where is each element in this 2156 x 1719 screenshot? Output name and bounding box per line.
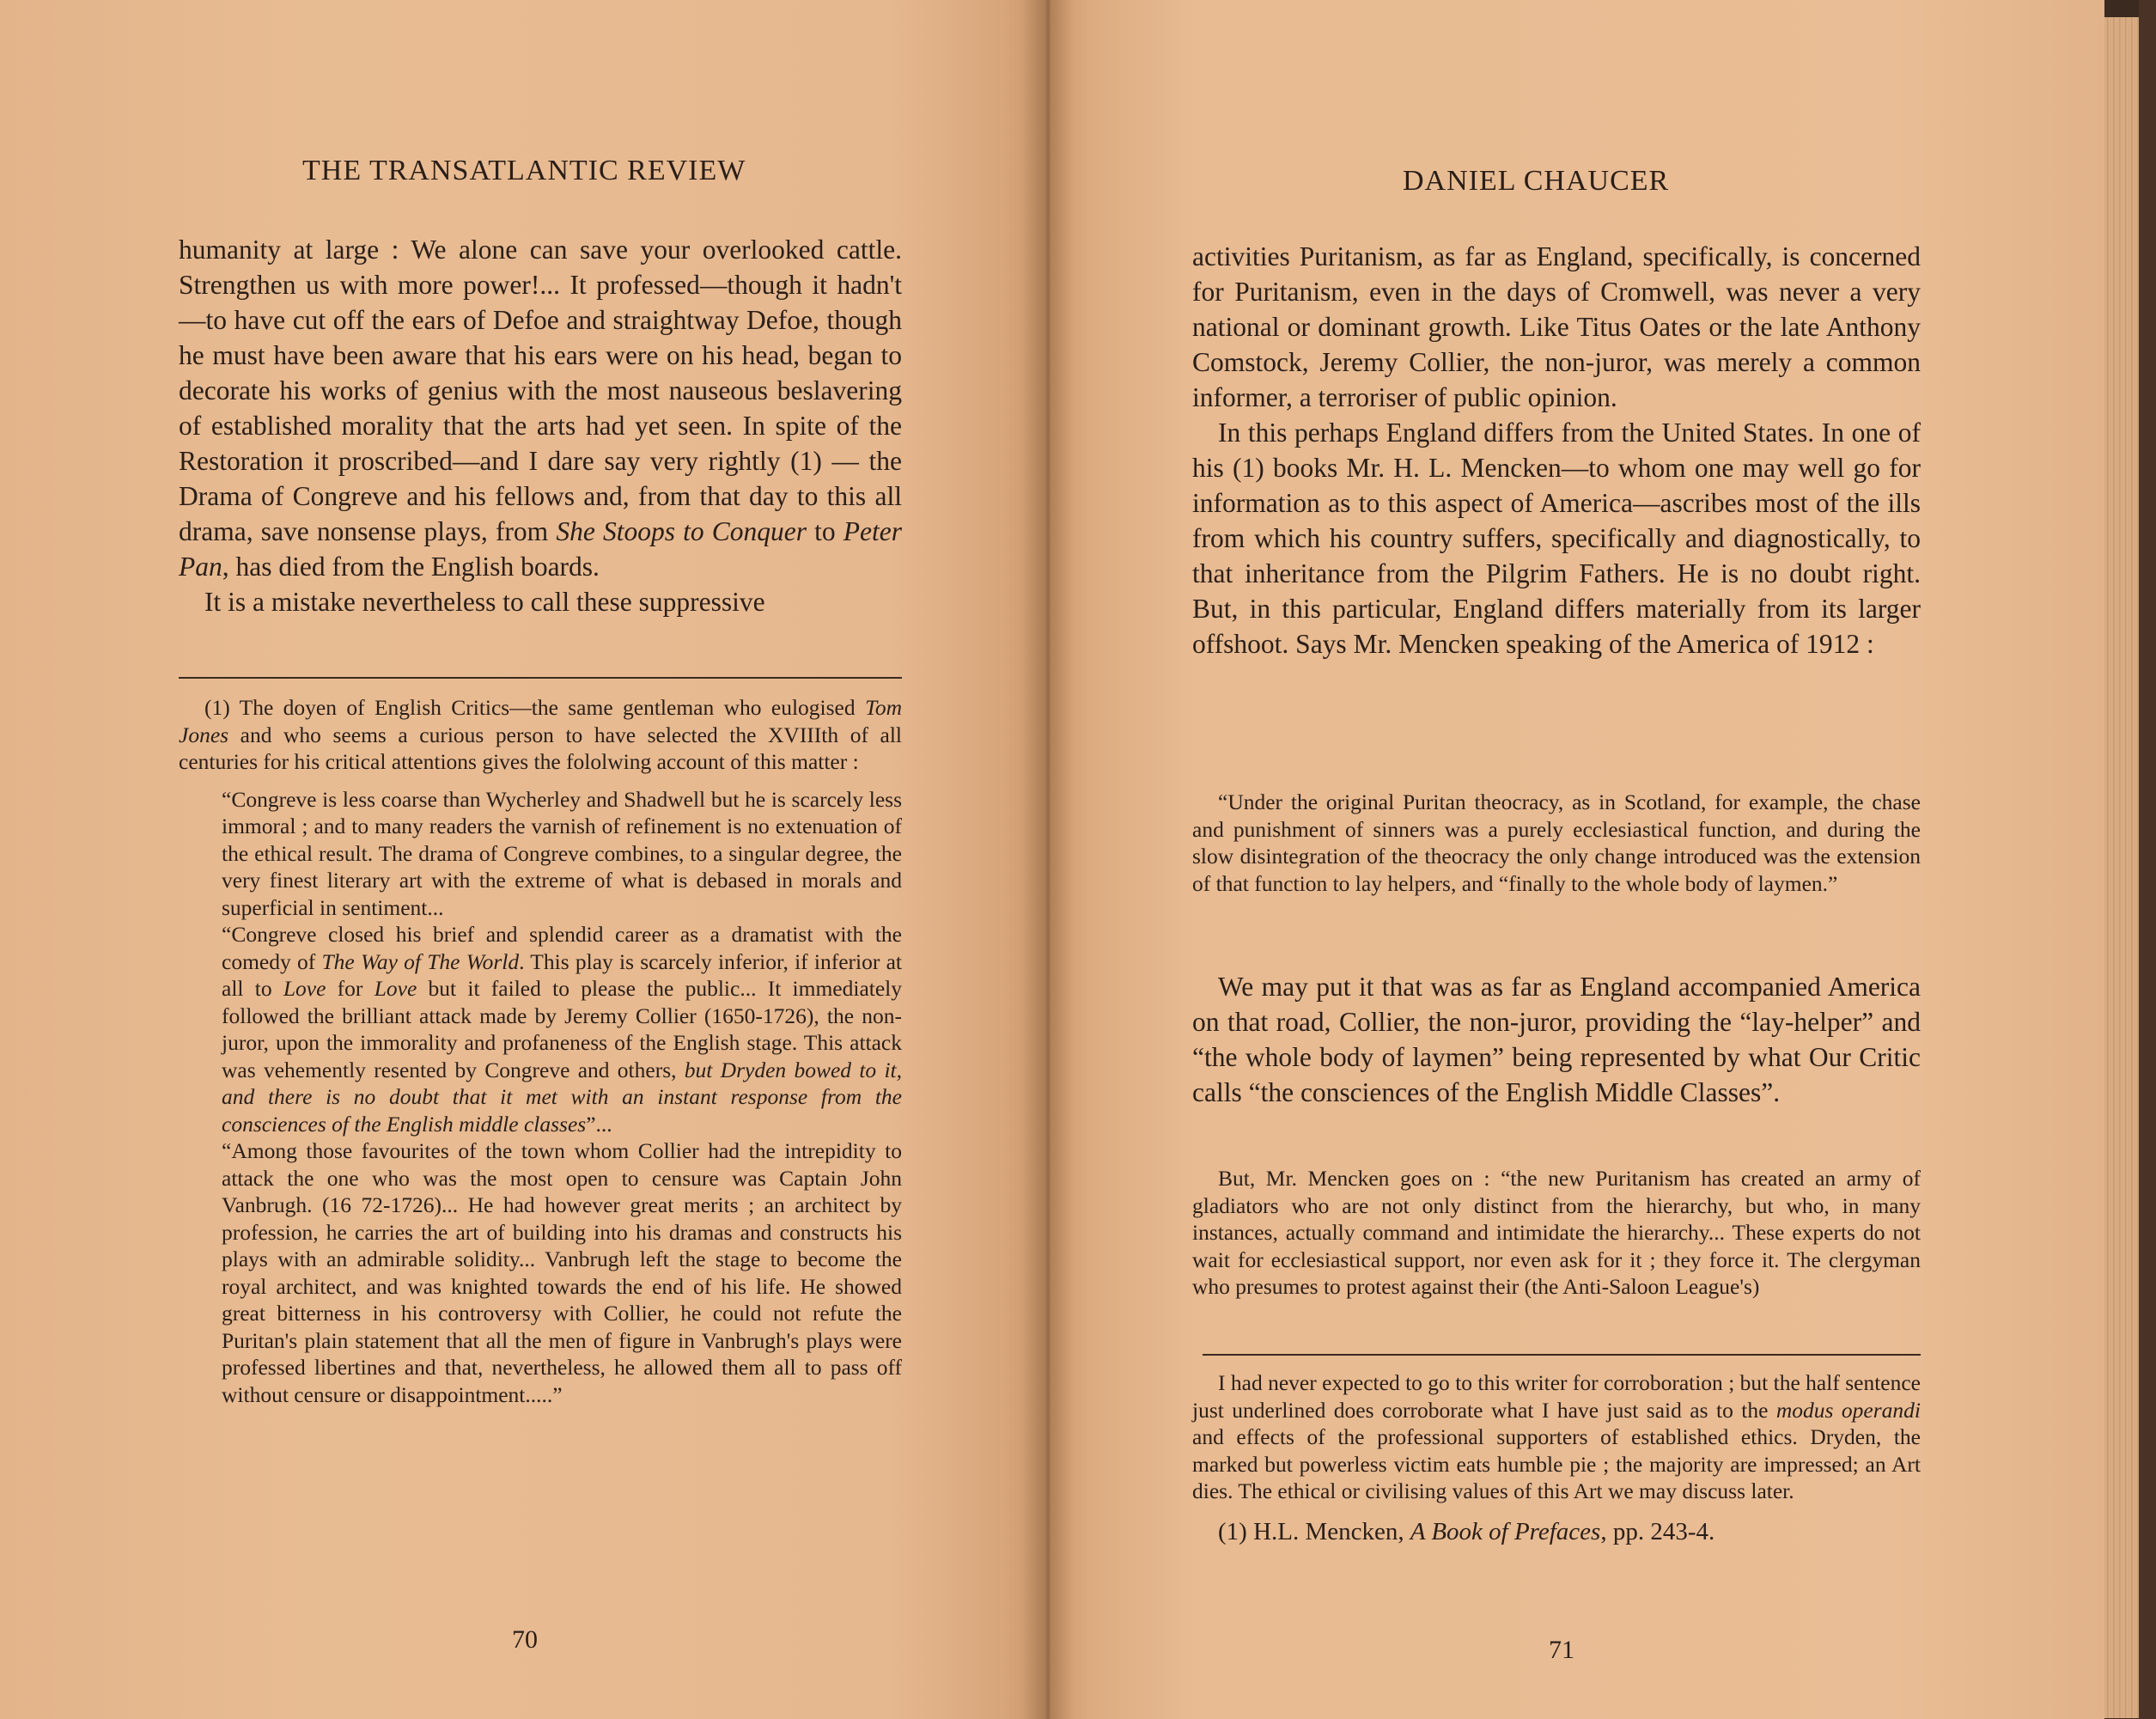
footnote-intro: (1) The doyen of English Critics—the same gentleman who eulogised Tom Jones and who seems a curious person to have selected the XVIIIth of all centuries for his critical attentions gives the fololwing account of this matter : [179, 695, 902, 774]
footnote-quote-2: “Congreve closed his brief and splendid career as a dramatist with the comedy of The Way of The World. This play is scarcely inferior, if inferior at all to Love for Love but it failed to please the public... It immediately followed the brilliant attack made by Jeremy Collier (1650-1726), the non-juror, upon the immorality and profaneness of the English stage. This attack was vehemently resented by Congreve and others, but Dryden bowed to it, and there is no doubt that it met with an instant response from the consciences of the English middle classes”... [222, 922, 903, 1137]
footnote-rule-right [1203, 1354, 1921, 1356]
title-peter-pan: Peter Pan [179, 516, 902, 582]
running-head-right: DANIEL CHAUCER [1403, 165, 1670, 197]
right-footnote [1192, 1369, 1921, 1545]
footnote-quote-3: “Among those favourites of the town whom Collier had the intrepidity to attack the one who was the most open to censure was Captain John Vanbrugh. (16 72-1726)... He had however great merits ; an architect by profession, he carries the art of building into his dramas and constructs his plays with an admirable solidity... Vanbrugh left the stage to become the royal architect, and was knighted towards the end of his life. He showed great bitterness in his controversy with Collier, he could not refute the Puritan's plain statement that all the men of figure in Vanbrugh's plays were professed libertines and that, nevertheless, he allowed them all to pass off without censure or disappointment.....” [222, 1138, 902, 1407]
right-paragraph-3: We may put it that was as far as England accompanied America on that road, Collier, the non-juror, providing the “lay-helper” and “the whole body of laymen” being represented by what Our Critic calls “the consciences of the English Middle Classes”. [1192, 972, 1921, 1107]
right-paragraph-4-block [1192, 1165, 1921, 1301]
footnote-rule-left [179, 677, 902, 679]
left-paragraph-1: humanity at large : We alone can save your overlooked cattle. Strengthen us with more power!... It professed—though it hadn't—to have cut off the ears of Defoe and straightway Defoe, though he must have been aware that his ears were on his head, began to decorate his works of genius with the most nauseous beslavering of established morality that the arts had yet seen. In spite of the Restoration it proscribed—and I dare say very rightly (1) — the Drama of Congreve and his fellows and, from that day to this all drama, save nonsense plays, from She Stoops to Conquer to Peter Pan, has died from the English boards. [179, 235, 902, 582]
left-page [0, 0, 1046, 1719]
right-footnote-reference: (1) H.L. Mencken, A Book of Prefaces, pp. 243-4. [1218, 1517, 1715, 1545]
right-paragraph-2: In this perhaps England differs from the United States. In one of his (1) books Mr. H. L. Mencken—to whom one may well go for information as to this aspect of America—ascribes most of the ills from which his country suffers, specifically and diagnostically, to that inheritance from the Pilgrim Fathers. He is no doubt right. But, in this particular, England differs materially from its larger offshoot. Says Mr. Mencken speaking of the America of 1912 : [1192, 418, 1921, 659]
right-body-text [1192, 239, 1921, 661]
footnote-quote-1: “Congreve is less coarse than Wycherley and Shadwell but he is scarcely less immoral ; and to many readers the varnish of refinement is no extenuation of the ethical result. The drama of Congreve combines, to a singular degree, the very finest literary art with the extreme of what is debased in morals and superficial in sentiment... [222, 786, 902, 920]
right-footnote-text: I had never expected to go to this writer for corroboration ; but the half sentence just underlined does corroborate what I have just said as to the modus operandi and effects of the professional supporters of established ethics. Dryden, the marked but powerless victim eats humble pie ; the majority are impressed; an Art dies. The ethical or civilising values of this Art we may discuss later. [1192, 1370, 1921, 1503]
right-paragraph-1: activities Puritanism, as far as England, specifically, is concerned for Puritanism, even in the days of Cromwell, was never a very national or dominant growth. Like Titus Oates or the late Anthony Comstock, Jeremy Collier, the non-juror, was merely a common informer, a terroriser of public opinion. [1192, 241, 1921, 412]
modus-operandi: modus operandi [1775, 1397, 1921, 1423]
title-tom-jones: Tom Jones [179, 695, 902, 747]
left-footnote [179, 694, 902, 1408]
page-number-left: 70 [512, 1625, 538, 1654]
left-paragraph-2: It is a mistake nevertheless to call these suppressive [204, 587, 765, 617]
page-number-right: 71 [1549, 1636, 1574, 1664]
title-she-stoops: She Stoops to Conquer [556, 516, 807, 546]
book-title: A Book of Prefaces [1410, 1517, 1601, 1545]
right-paragraph-3-block [1192, 969, 1921, 1110]
right-paragraph-4: But, Mr. Mencken goes on : “the new Puritanism has created an army of gladiators who are not only distinct from the hierarchy, but who, in many instances, actually command and intimidate the hierarchy... These experts do not wait for ecclesiastical support, nor even ask for it ; they force it. The clergyman who presumes to protest against their (the Anti-Saloon League's) [1192, 1166, 1921, 1299]
right-quote-block [1192, 789, 1921, 897]
book-gutter [1022, 0, 1074, 1719]
cover-edge [2139, 0, 2156, 1719]
right-quote-1: “Under the original Puritan theocracy, as in Scotland, for example, the chase and punishment of sinners was a purely ecclesiastical function, and during the slow disintegration of the theocracy the only change introduced was the extension of that function to lay helpers, and “finally to the whole body of laymen.” [1192, 789, 1921, 896]
running-head-left: THE TRANSATLANTIC REVIEW [302, 155, 746, 186]
right-page [1046, 0, 2104, 1719]
left-body-text [179, 232, 902, 619]
